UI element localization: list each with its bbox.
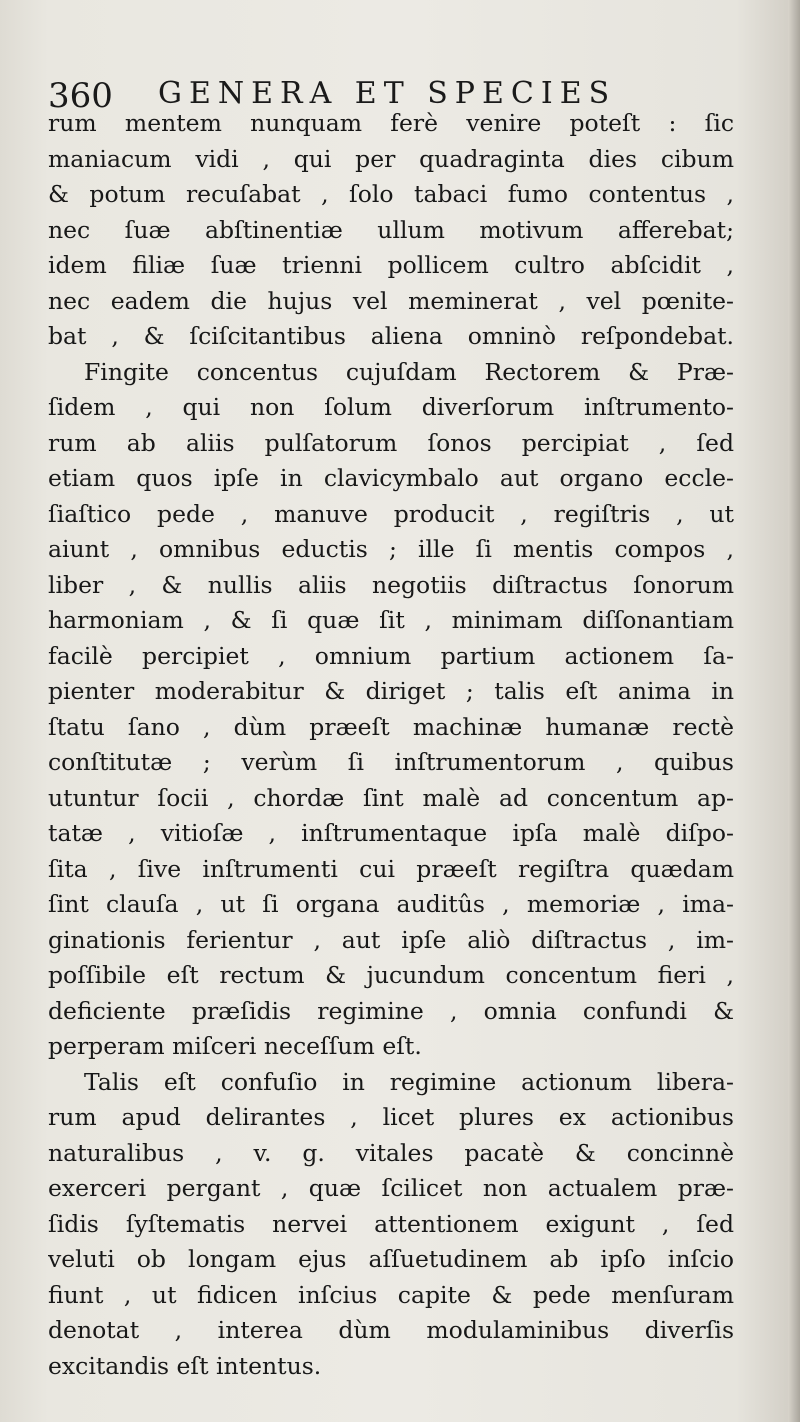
text-line: facilè percipiet , omnium partium actionem ſa- — [48, 641, 734, 670]
paragraph-end-line: perperam miſceri neceſſum eſt. — [48, 1032, 422, 1060]
text-line: nec eadem die hujus vel meminerat , vel pœnite- — [48, 286, 734, 315]
text-line: maniacum vidi , qui per quadraginta dies cibum — [48, 144, 734, 173]
page-number: 360 — [48, 76, 113, 116]
text-line: utuntur ſocii , chordæ ſint malè ad concentum ap- — [48, 783, 734, 812]
text-line: & potum recuſabat , ſolo tabaci fumo contentus , — [48, 180, 734, 208]
text-line: rum mentem nunquam ferè venire poteſt : ſic — [48, 109, 734, 137]
text-line: poſſibile eſt rectum & jucundum concentum fieri , — [48, 961, 734, 989]
text-line: denotat , interea dùm modulaminibus diverſis — [48, 1316, 734, 1344]
text-line: ſidem , qui non ſolum diverſorum inſtrumento- — [48, 393, 734, 421]
text-line: ſidis ſyſtematis nervei attentionem exigunt , ſed — [48, 1209, 734, 1238]
paragraph-start-line: Fingite concentus cujuſdam Rectorem & Præ- — [84, 357, 734, 386]
text-line: deficiente præſidis regimine , omnia confundi & — [48, 996, 734, 1025]
text-line: ſint clauſa , ut ſi organa auditûs , memoriæ , ima- — [48, 890, 734, 918]
text-line: harmoniam , & ſi quæ ſit , minimam diſſonantiam — [48, 606, 734, 634]
text-line: rum apud delirantes , licet plures ex actionibus — [48, 1103, 734, 1131]
text-line: liber , & nullis aliis negotiis diſtractus ſonorum — [48, 570, 734, 599]
paragraph-end-line: excitandis eſt intentus. — [48, 1351, 322, 1380]
text-line: tatæ , vitioſæ , inſtrumentaque ipſa malè diſpo- — [48, 819, 734, 847]
text-line: ſita , ſive inſtrumenti cui præeſt regiſtra quædam — [48, 854, 734, 883]
text-line: ginationis ferientur , aut ipſe aliò diſtractus , im- — [48, 925, 734, 954]
text-line: conſtitutæ ; verùm ſi inſtrumentorum , quibus — [48, 748, 734, 776]
text-line: ſiaſtico pede , manuve producit , regiſtris , ut — [48, 499, 734, 528]
paragraph-start-line: Talis eſt confuſio in regimine actionum libera- — [84, 1067, 734, 1096]
page-edge — [788, 0, 800, 1422]
text-line: bat , & ſciſcitantibus aliena omninò reſpondebat. — [48, 322, 734, 350]
text-line: fiunt , ut fidicen inſcius capite & pede menſuram — [48, 1280, 734, 1309]
text-line: rum ab aliis pulſatorum ſonos percipiat , ſed — [48, 428, 734, 457]
text-line: ſtatu ſano , dùm præeſt machinæ humanæ rectè — [48, 712, 734, 741]
text-line: aiunt , omnibus eductis ; ille ſi mentis compos , — [48, 535, 734, 563]
body-text — [48, 106, 734, 1384]
text-line: etiam quos ipſe in clavicymbalo aut organo eccle- — [48, 464, 734, 492]
text-line: idem filiæ ſuæ trienni pollicem cultro abſcidit , — [48, 251, 734, 279]
text-line: naturalibus , v. g. vitales pacatè & concinnè — [48, 1138, 734, 1167]
text-line: pienter moderabitur & diriget ; talis eſt anima in — [48, 677, 734, 705]
text-line: exerceri pergant , quæ ſcilicet non actualem præ- — [48, 1174, 734, 1202]
running-head: GENERA ET SPECIES — [158, 76, 617, 111]
text-line: nec ſuæ abſtinentiæ ullum motivum afferebat; — [48, 215, 734, 244]
text-line: veluti ob longam ejus aſſuetudinem ab ipſo inſcio — [48, 1245, 734, 1273]
